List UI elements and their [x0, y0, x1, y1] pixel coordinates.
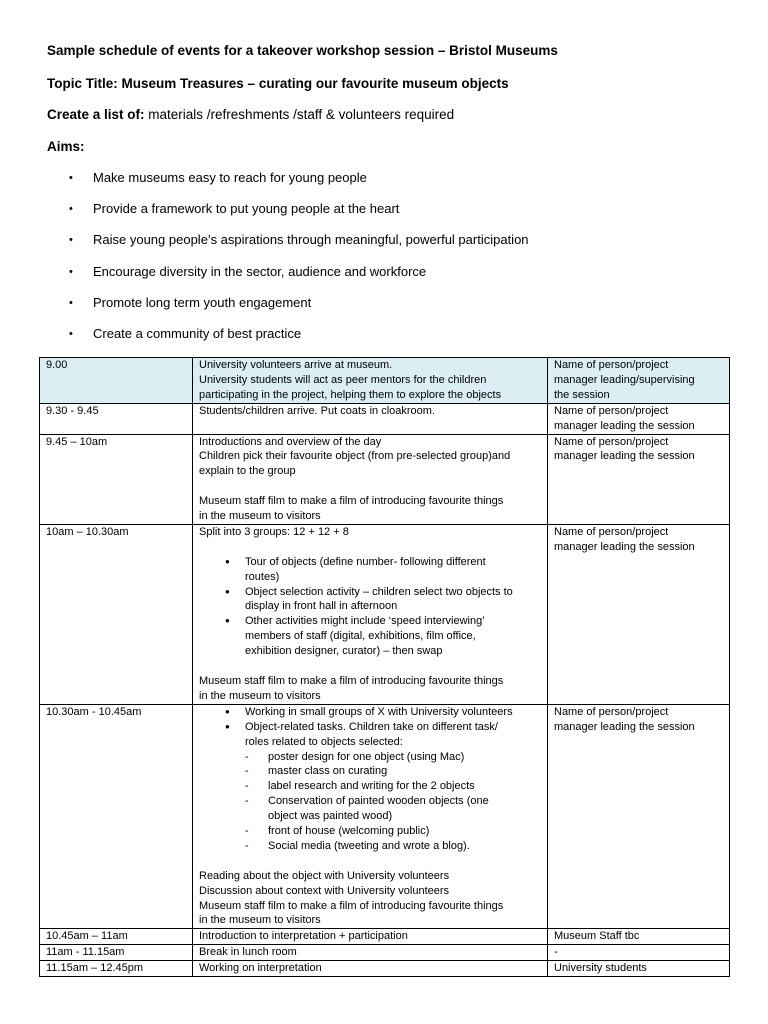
time-text: 11am - 11.15am: [46, 946, 125, 959]
dash-list: [199, 750, 541, 854]
item-line: ● Other activities might include ‘speed interviewing’: [245, 615, 485, 628]
activity-paragraph: [199, 494, 541, 524]
activity-paragraph: [199, 869, 541, 929]
dash-item: [245, 779, 541, 794]
dash-item: [245, 794, 541, 824]
schedule-table: [39, 357, 730, 977]
item-line: ● Object selection activity – children select two objects to: [245, 585, 513, 598]
bullet-icon: •: [69, 234, 73, 247]
activity-paragraph: [199, 674, 541, 704]
bullet-icon: •: [69, 203, 73, 216]
dash-item: [245, 824, 541, 839]
activity-line: Discussion about context with University volunteers: [199, 884, 450, 897]
time-text: 9.30 - 9.45: [46, 404, 99, 417]
bullet-icon: •: [69, 327, 73, 340]
bullet-item: [223, 614, 541, 659]
lead-line: Name of person/project: [554, 705, 669, 718]
activity-line: University volunteers arrive at museum.: [199, 359, 393, 371]
activity-line: in the museum to visitors: [199, 689, 321, 702]
lead-cell: [548, 704, 730, 929]
time-cell: [40, 403, 193, 434]
item-line: - label research and writing for the 2 objects: [268, 780, 475, 793]
dash-item: [245, 750, 541, 765]
item-line: - Conservation of painted wooden objects (one: [268, 795, 489, 808]
activity-line: University students will act as peer mentors for the children: [199, 373, 487, 386]
item-line: - poster design for one object (using Mac): [268, 750, 465, 763]
time-cell: [40, 358, 193, 404]
activity-line: Students/children arrive. Put coats in cloakroom.: [199, 404, 436, 417]
activity-cell: [193, 945, 548, 961]
item-line: ● Object-related tasks. Children take on different task/: [245, 720, 498, 733]
bullet-icon: •: [69, 172, 73, 184]
lead-line: manager leading the session: [554, 720, 695, 733]
lead-cell: [548, 961, 730, 977]
bullet-item: [223, 705, 541, 720]
item-line: ● Working in small groups of X with University volunteers: [245, 705, 513, 718]
materials-text: materials /refreshments /staff & volunteers required: [144, 107, 455, 122]
table-row: [40, 961, 730, 977]
activity-line: Museum staff film to make a film of introducing favourite things: [199, 674, 504, 687]
lead-cell: [548, 524, 730, 704]
activity-paragraph: [199, 961, 541, 976]
topic-title: Topic Title: Museum Treasures – curating our favourite museum objects: [47, 76, 509, 91]
activity-line: participating in the project, helping them to explore the objects: [199, 388, 502, 401]
item-line: display in front hall in afternoon: [245, 600, 398, 613]
activity-cell: [193, 403, 548, 434]
spacer: [199, 479, 541, 494]
bullet-icon: •: [69, 296, 73, 309]
materials-line: [47, 107, 454, 122]
lead-line: University students: [554, 962, 647, 975]
lead-line: Name of person/project: [554, 404, 669, 417]
aim-text: Raise young people’s aspirations through meaningful, powerful participation: [93, 232, 529, 248]
table-row: [40, 929, 730, 945]
materials-label: Create a list of:: [47, 107, 145, 122]
time-text: 11.15am – 12.45pm: [46, 962, 144, 975]
activity-line: Children pick their favourite object (from pre-selected group)and: [199, 450, 511, 463]
lead-cell: [548, 434, 730, 524]
activity-line: Break in lunch room: [199, 946, 297, 959]
time-text: 10am – 10.30am: [46, 525, 129, 538]
aim-text: Create a community of best practice: [93, 325, 302, 341]
bullet-list: [199, 555, 541, 659]
time-text: 10.30am - 10.45am: [46, 705, 142, 718]
activity-cell: [193, 434, 548, 524]
aims-heading: Aims:: [47, 139, 85, 154]
table-row: [40, 358, 730, 404]
dash-item: [245, 839, 541, 854]
dash-item: [245, 764, 541, 779]
bullet-item: [223, 585, 541, 615]
activity-cell: [193, 524, 548, 704]
bullet-item: [223, 720, 541, 750]
time-text: 10.45am – 11am: [46, 930, 128, 943]
schedule-body: [40, 358, 730, 977]
table-row: [40, 434, 730, 524]
bullet-list: [199, 705, 541, 750]
activity-paragraph: [199, 945, 541, 960]
lead-line: manager leading the session: [554, 419, 695, 432]
activity-paragraph: [199, 404, 541, 419]
lead-line: Name of person/project: [554, 525, 669, 538]
item-line: object was painted wood): [268, 810, 393, 823]
lead-cell: [548, 929, 730, 945]
lead-cell: [548, 358, 730, 404]
lead-line: the session: [554, 388, 610, 401]
bullet-item: [223, 555, 541, 585]
document-title: Sample schedule of events for a takeover workshop session – Bristol Museums: [47, 43, 558, 58]
activity-paragraph: [199, 929, 541, 944]
activity-paragraph: [199, 525, 541, 540]
bullet-icon: •: [69, 265, 73, 278]
lead-line: manager leading the session: [554, 540, 695, 553]
aim-text: Provide a framework to put young people at the heart: [93, 201, 400, 217]
lead-cell: [548, 945, 730, 961]
activity-line: Museum staff film to make a film of introducing favourite things: [199, 495, 504, 508]
activity-line: Museum staff film to make a film of introducing favourite things: [199, 899, 504, 912]
table-row: [40, 524, 730, 704]
activity-line: Split into 3 groups: 12 + 12 + 8: [199, 525, 349, 538]
activity-line: in the museum to visitors: [199, 510, 321, 523]
time-cell: [40, 524, 193, 704]
time-cell: [40, 434, 193, 524]
time-text: 9.00: [46, 359, 68, 371]
aim-text: Promote long term youth engagement: [93, 294, 312, 310]
activity-line: Working on interpretation: [199, 962, 322, 975]
item-line: members of staff (digital, exhibitions, film office,: [245, 630, 476, 643]
table-row: [40, 945, 730, 961]
table-row: [40, 704, 730, 929]
time-text: 9.45 – 10am: [46, 435, 108, 448]
lead-line: Name of person/project: [554, 435, 669, 448]
item-line: - front of house (welcoming public): [268, 825, 430, 838]
item-line: roles related to objects selected:: [245, 735, 403, 748]
lead-line: Name of person/project: [554, 359, 669, 371]
table-row: [40, 403, 730, 434]
item-line: routes): [245, 570, 280, 583]
time-cell: [40, 929, 193, 945]
activity-line: in the museum to visitors: [199, 914, 321, 927]
lead-line: manager leading the session: [554, 450, 695, 463]
activity-cell: [193, 961, 548, 977]
time-cell: [40, 704, 193, 929]
spacer: [199, 540, 541, 555]
item-line: exhibition designer, curator) – then swap: [245, 645, 443, 658]
activity-line: Introduction to interpretation + participation: [199, 930, 408, 943]
activity-cell: [193, 704, 548, 929]
aim-text: Make museums easy to reach for young people: [93, 170, 367, 185]
activity-line: Reading about the object with University volunteers: [199, 869, 450, 882]
spacer: [199, 854, 541, 869]
lead-line: manager leading/supervising: [554, 373, 695, 386]
lead-cell: [548, 403, 730, 434]
activity-cell: [193, 929, 548, 945]
time-cell: [40, 945, 193, 961]
activity-paragraph: [199, 358, 541, 403]
activity-line: explain to the group: [199, 465, 296, 478]
item-line: - Social media (tweeting and wrote a blog).: [268, 839, 470, 852]
activity-paragraph: [199, 435, 541, 480]
activity-cell: [193, 358, 548, 404]
spacer: [199, 659, 541, 674]
item-line: - master class on curating: [268, 765, 388, 778]
item-line: ● Tour of objects (define number- following different: [245, 555, 486, 568]
lead-line: -: [554, 946, 558, 959]
time-cell: [40, 961, 193, 977]
lead-line: Museum Staff tbc: [554, 930, 640, 943]
activity-line: Introductions and overview of the day: [199, 435, 382, 448]
aim-text: Encourage diversity in the sector, audience and workforce: [93, 263, 427, 279]
